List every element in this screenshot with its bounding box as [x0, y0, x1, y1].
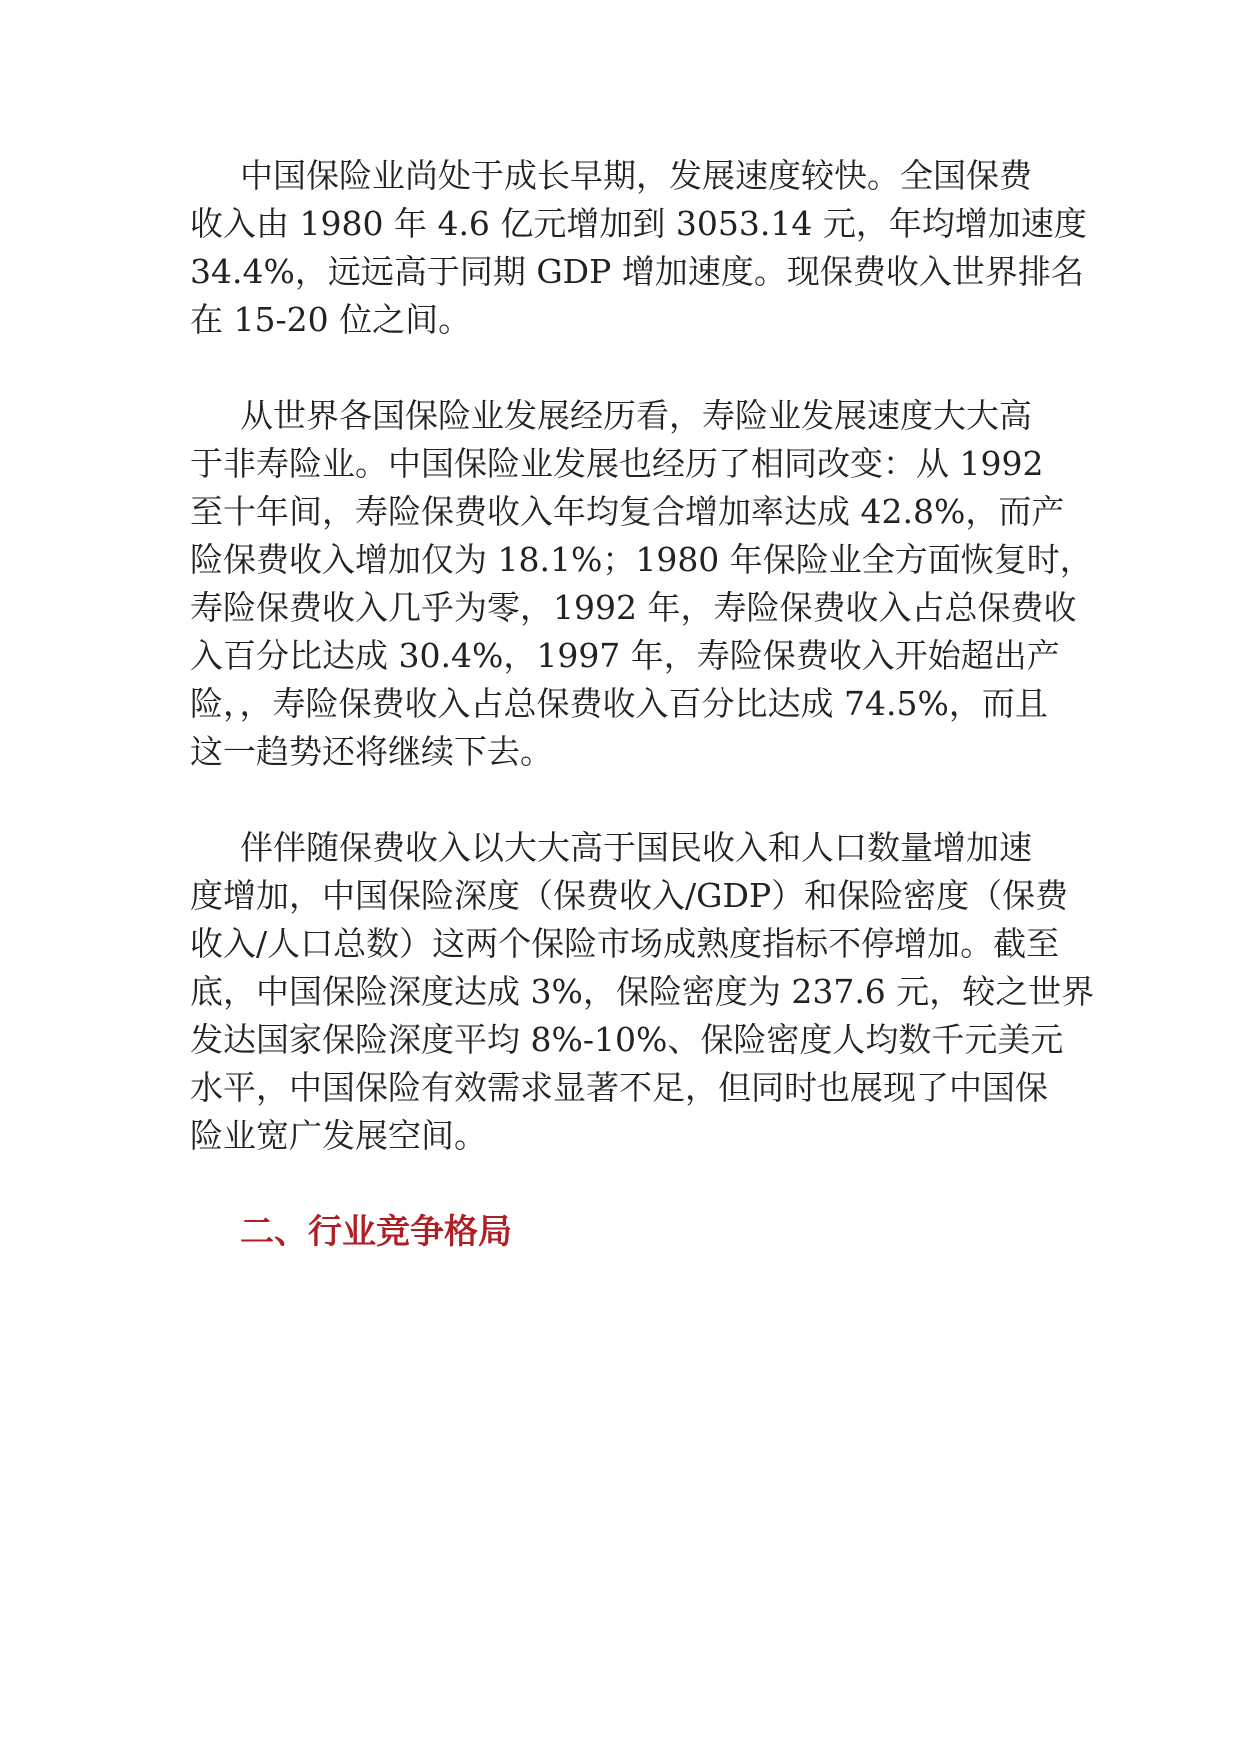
paragraph-line: 收入由 1980 年 4.6 亿元增加到 3053.14 元，年均增加速度	[190, 204, 1087, 243]
paragraph-line: 度增加，中国保险深度（保费收入/GDP）和保险密度（保费	[190, 876, 1069, 915]
paragraph-line: 从世界各国保险业发展经历看，寿险业发展速度大大高	[240, 396, 1032, 435]
paragraph-line: 于非寿险业。中国保险业发展也经历了相同改变：从 1992	[190, 444, 1044, 483]
paragraph-line: 这一趋势还将继续下去。	[190, 732, 553, 771]
paragraph-line: 至十年间，寿险保费收入年均复合增加率达成 42.8%，而产	[190, 492, 1065, 531]
paragraph-2	[190, 392, 1093, 776]
paragraph-line: 水平，中国保险有效需求显著不足，但同时也展现了中国保	[190, 1068, 1048, 1107]
paragraph-1	[190, 152, 1087, 344]
paragraph-line: 伴伴随保费收入以大大高于国民收入和人口数量增加速	[240, 828, 1032, 867]
paragraph-line: 险保费收入增加仅为 18.1%；1980 年保险业全方面恢复时，	[190, 540, 1093, 579]
paragraph-line: 入百分比达成 30.4%，1997 年，寿险保费收入开始超出产	[190, 636, 1060, 675]
paragraph-line: 发达国家保险深度平均 8%-10%、保险密度人均数千元美元	[190, 1020, 1064, 1059]
document-page	[190, 152, 1095, 1256]
paragraph-line: 险业宽广发展空间。	[190, 1116, 487, 1155]
paragraph-line: 在 15-20 位之间。	[190, 300, 472, 339]
paragraph-line: 寿险保费收入几乎为零，1992 年，寿险保费收入占总保费收	[190, 588, 1077, 627]
paragraph-line: 34.4%，远远高于同期 GDP 增加速度。现保费收入世界排名	[190, 252, 1084, 291]
paragraph-line: 底，中国保险深度达成 3%，保险密度为 237.6 元，较之世界	[190, 972, 1095, 1011]
paragraph-line: 险，，寿险保费收入占总保费收入百分比达成 74.5%，而且	[190, 684, 1048, 723]
paragraph-line: 中国保险业尚处于成长早期，发展速度较快。全国保费	[240, 156, 1032, 195]
section-heading: 二、行业竞争格局	[240, 1212, 512, 1252]
paragraph-3	[190, 824, 1095, 1160]
paragraph-line: 收入/人口总数）这两个保险市场成熟度指标不停增加。截至	[190, 924, 1060, 963]
